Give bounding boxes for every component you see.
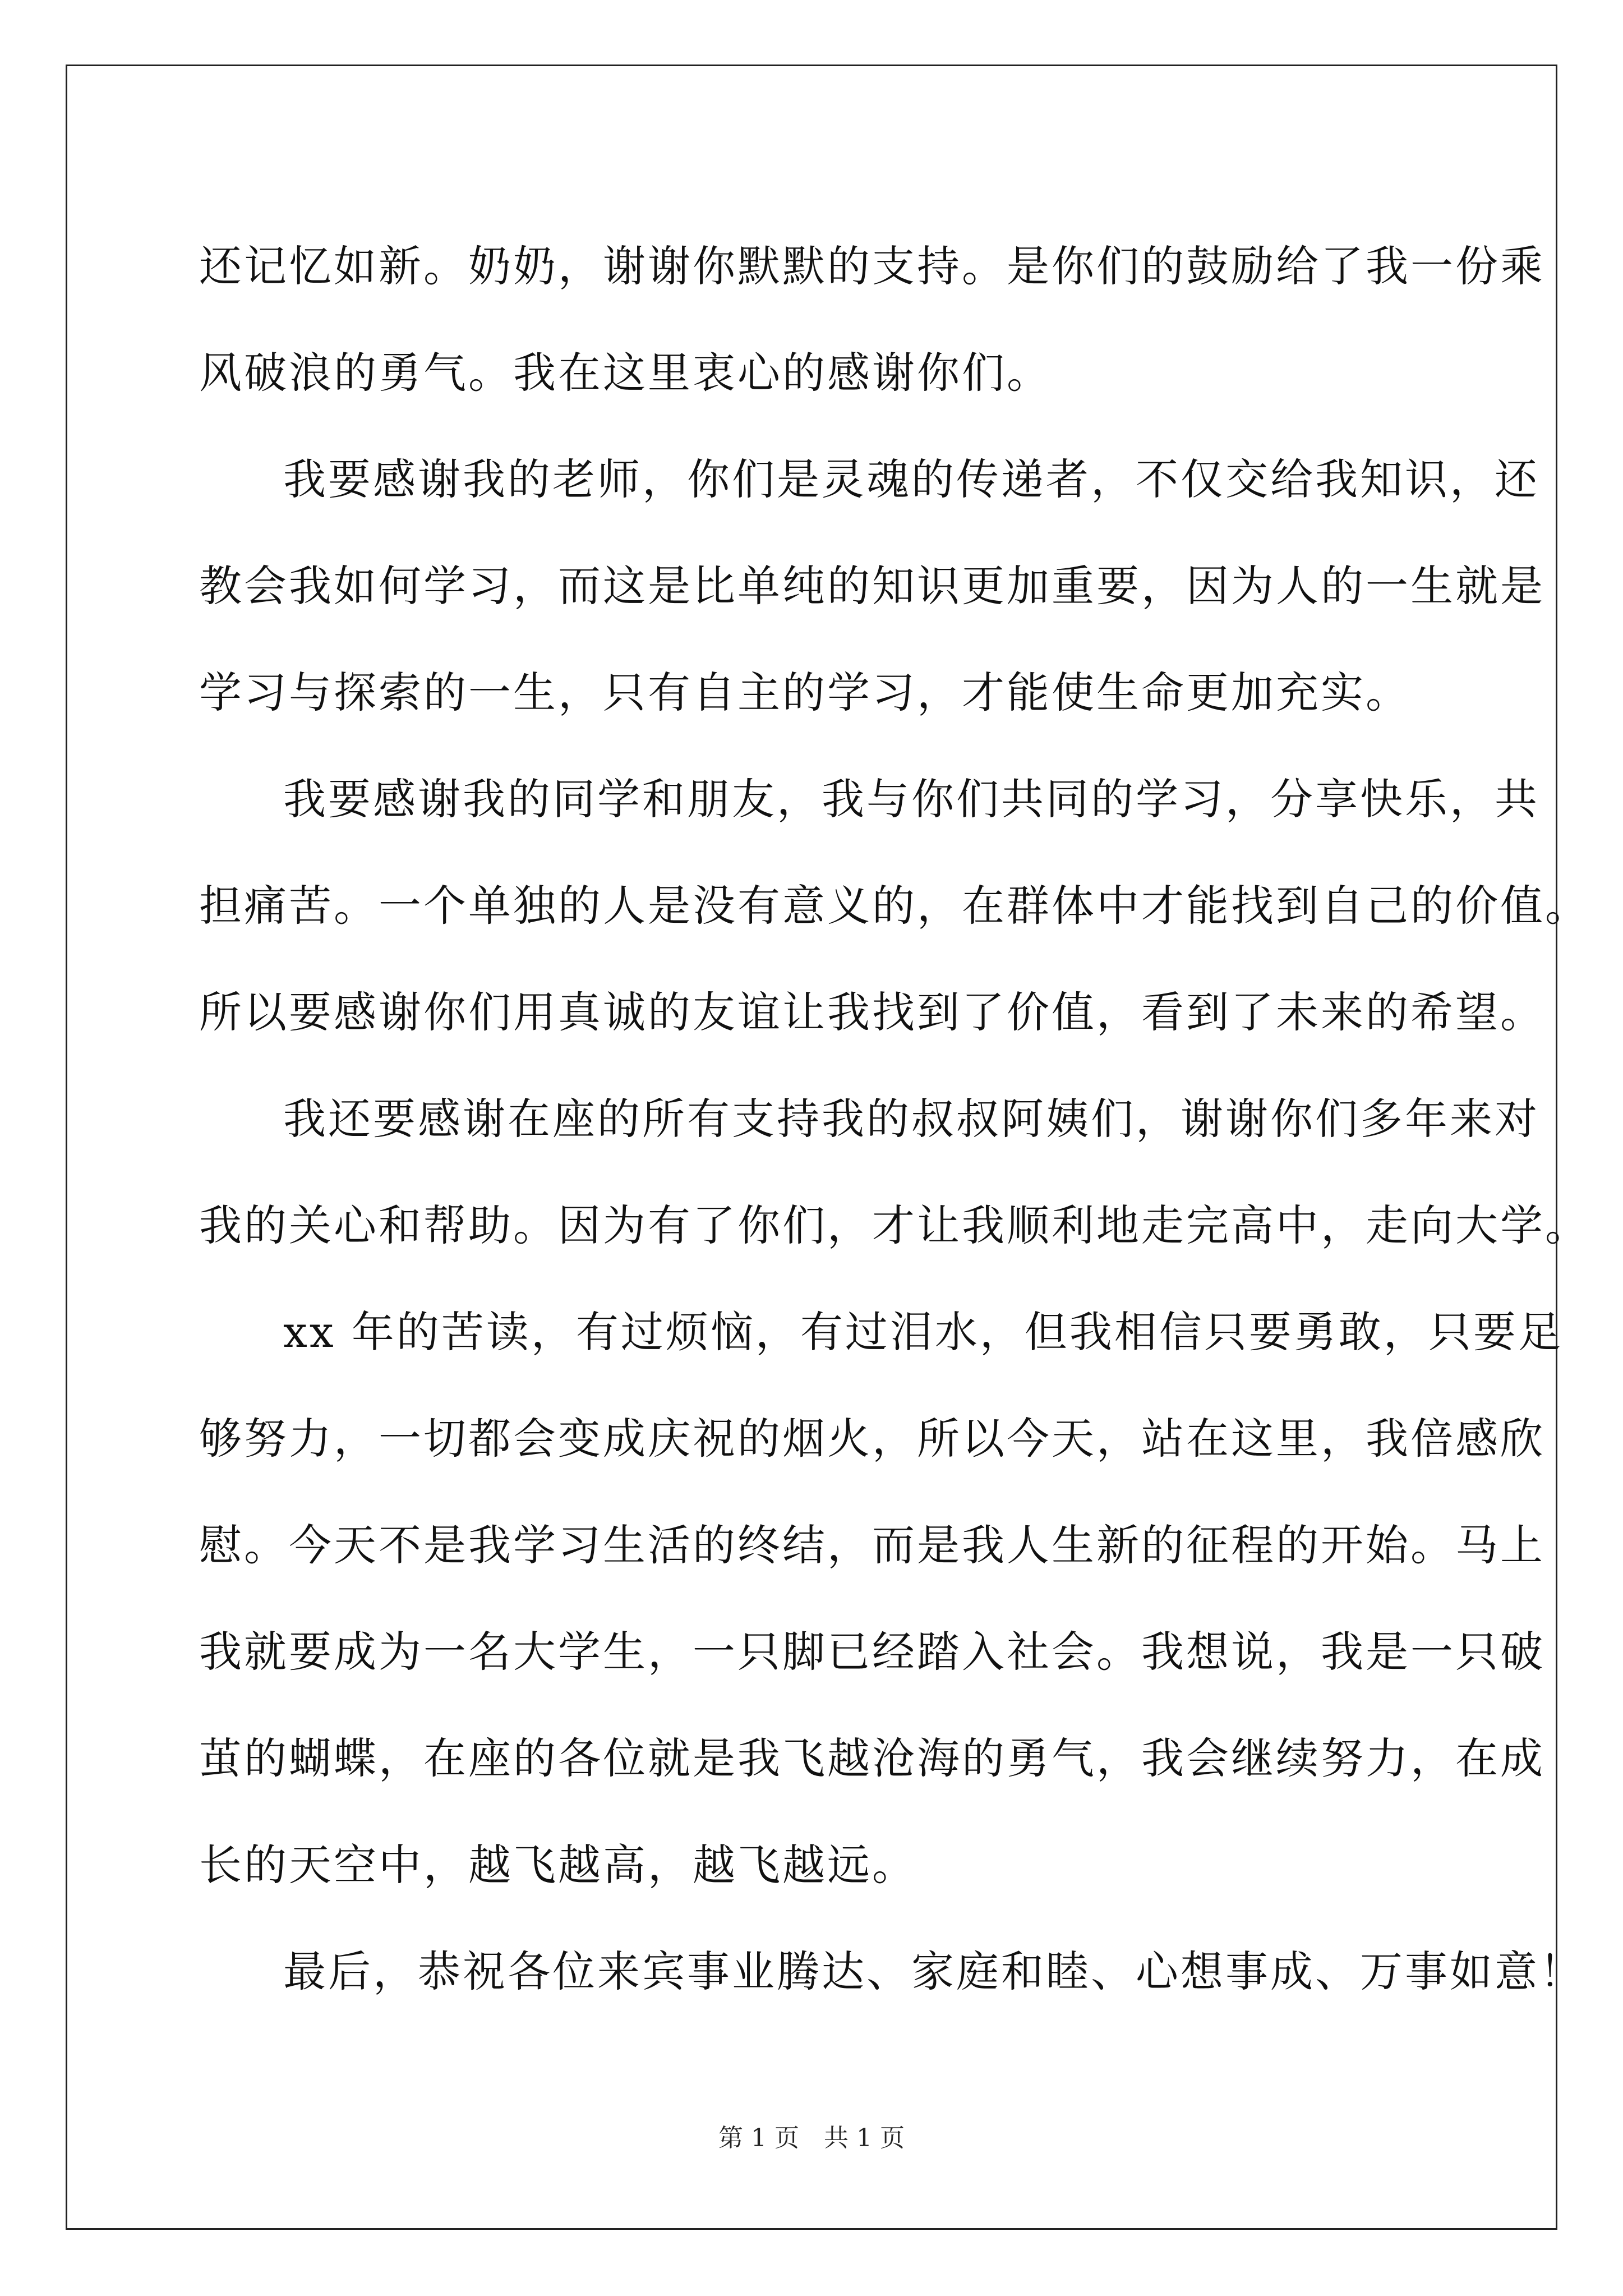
text-line-2: 风破浪的勇气。我在这里衷心的感谢你们。 bbox=[199, 348, 1052, 398]
text-line-15: 茧的蝴蝶，在座的各位就是我飞越沧海的勇气，我会继续努力，在成 bbox=[199, 1733, 1545, 1783]
text-line-4: 教会我如何学习，而这是比单纯的知识更加重要，因为人的一生就是 bbox=[199, 561, 1545, 611]
text-line-5: 学习与探索的一生，只有自主的学习，才能使生命更加充实。 bbox=[199, 668, 1410, 717]
text-line-6: 我要感谢我的同学和朋友，我与你们共同的学习，分享快乐，共 bbox=[283, 774, 1539, 824]
text-line-17: 最后，恭祝各位来宾事业腾达、家庭和睦、心想事成、万事如意！ bbox=[283, 1947, 1584, 1996]
text-line-10: 我的关心和帮助。因为有了你们，才让我顺利地走完高中，走向大学。 bbox=[199, 1200, 1590, 1250]
page-number-footer: 第 1 页 共 1 页 bbox=[718, 2124, 905, 2152]
document-body bbox=[199, 213, 1590, 2025]
text-line-12: 够努力，一切都会变成庆祝的烟火，所以今天，站在这里，我倍感欣 bbox=[199, 1414, 1545, 1464]
text-line-13: 慰。今天不是我学习生活的终结，而是我人生新的征程的开始。马上 bbox=[199, 1520, 1545, 1570]
text-line-14: 我就要成为一名大学生，一只脚已经踏入社会。我想说，我是一只破 bbox=[199, 1627, 1545, 1677]
text-line-1: 还记忆如新。奶奶，谢谢你默默的支持。是你们的鼓励给了我一份乘 bbox=[199, 241, 1545, 291]
text-line-16: 长的天空中，越飞越高，越飞越远。 bbox=[199, 1840, 917, 1890]
text-line-9: 我还要感谢在座的所有支持我的叔叔阿姨们，谢谢你们多年来对 bbox=[283, 1094, 1539, 1144]
text-line-7: 担痛苦。一个单独的人是没有意义的，在群体中才能找到自己的价值。 bbox=[199, 881, 1590, 931]
text-line-3: 我要感谢我的老师，你们是灵魂的传递者，不仅交给我知识，还 bbox=[283, 454, 1539, 504]
text-line-11: xx 年的苦读，有过烦恼，有过泪水，但我相信只要勇敢，只要足 bbox=[283, 1307, 1563, 1357]
text-line-8: 所以要感谢你们用真诚的友谊让我找到了价值，看到了未来的希望。 bbox=[199, 987, 1545, 1037]
